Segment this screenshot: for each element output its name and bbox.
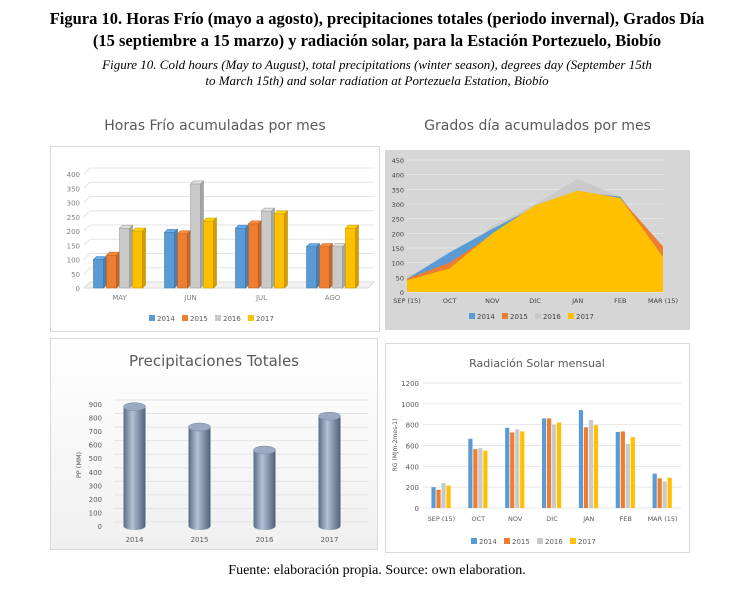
gd-x-tick-label: DIC (529, 297, 541, 305)
rad-x-tick-label: SEP (15) (427, 515, 456, 523)
pp-cylinder-top (319, 412, 341, 420)
cold-bar-side (356, 225, 359, 288)
cold-bar-front (262, 211, 272, 288)
cold-bar-AGO-2014 (307, 244, 320, 288)
cold-bar-front (275, 214, 285, 288)
rad-bar-FEB-2015 (621, 431, 625, 508)
rad-bar-DIC-2015 (547, 418, 551, 508)
cold-y-tick-label: 400 (66, 171, 80, 179)
cold-bar-front (320, 247, 330, 288)
rad-x-tick-label: NOV (507, 515, 523, 523)
cold-legend-label-2016: 2016 (223, 315, 241, 323)
pp-x-tick-label: 2015 (190, 536, 209, 544)
pp-y-tick-label: 400 (88, 468, 102, 477)
cold-legend-swatch-2017 (248, 315, 254, 321)
cold-bar-side (317, 244, 320, 288)
cold-x-tick-label: JUL (255, 294, 268, 302)
rad-bar-DIC-2017 (557, 423, 561, 508)
rad-bar-OCT-2016 (478, 448, 482, 508)
figure-subtitle-line-1: Figure 10. Cold hours (May to August), total precipitations (winter season), degrees day (September 15th (102, 57, 652, 72)
cold-bar-front (120, 228, 130, 288)
gd-y-tick-label: 300 (391, 201, 404, 209)
cold-bar-front (307, 247, 317, 288)
pp-chart-title: Precipitaciones Totales (128, 352, 300, 370)
cold-bar-front (346, 228, 356, 288)
cold-bar-side (214, 218, 217, 288)
cold-bar-front (333, 247, 343, 288)
cold-legend-label-2014: 2014 (157, 315, 175, 323)
cold-bar-side (330, 244, 333, 288)
pp-y-tick-label: 600 (88, 441, 102, 450)
gd-x-tick-label: FEB (614, 297, 627, 305)
rad-bar-DIC-2016 (552, 425, 556, 508)
gd-legend-label-2014: 2014 (477, 313, 495, 321)
rad-bar-NOV-2014 (505, 428, 509, 508)
rad-x-tick-label: FEB (619, 515, 632, 523)
pp-cylinder-2016 (254, 446, 276, 530)
gd-legend-label-2015: 2015 (510, 313, 528, 321)
rad-bar-NOV-2016 (515, 429, 519, 508)
cold-bar-front (94, 260, 104, 289)
cold-bar-AGO-2017 (346, 225, 359, 288)
cold-bar-front (107, 255, 117, 288)
cold-x-tick-label: JUN (184, 294, 197, 302)
cold-hours-chart-title: Horas Frío acumuladas por mes (104, 118, 326, 134)
cold-bar-JUN-2016 (191, 181, 204, 288)
pp-cylinder-body (189, 427, 211, 530)
rad-bar-SEP (15)-2017 (446, 486, 450, 508)
rad-legend-label-2017: 2017 (578, 538, 596, 546)
rad-bar-FEB-2017 (631, 437, 635, 508)
cold-bar-side (130, 225, 133, 288)
cold-bar-side (175, 229, 178, 288)
rad-x-tick-label: OCT (471, 515, 486, 523)
gd-legend-swatch-2014 (469, 313, 475, 319)
gd-y-tick-label: 150 (391, 245, 404, 253)
pp-cylinder-2014 (124, 403, 146, 530)
rad-bar-SEP (15)-2014 (431, 487, 435, 508)
rad-bar-SEP (15)-2015 (436, 490, 440, 508)
gd-y-tick-label: 400 (391, 171, 404, 180)
cold-bar-JUL-2015 (249, 221, 262, 288)
rad-bar-OCT-2014 (468, 439, 472, 508)
pp-x-tick-label: 2014 (125, 536, 144, 544)
cold-y-tick-label: 0 (75, 285, 80, 293)
gd-y-tick-label: 350 (391, 186, 404, 195)
cold-bar-side (272, 208, 275, 288)
degree-days-chart-title: Grados día acumulados por mes (424, 118, 651, 134)
rad-bar-DIC-2014 (542, 418, 546, 508)
cold-y-tick-label: 100 (66, 256, 80, 265)
cold-bar-JUN-2014 (165, 229, 178, 288)
rad-y-axis-label: RG (MJm-2mes-1) (392, 418, 399, 472)
cold-bar-side (201, 181, 204, 288)
rad-legend-swatch-2016 (537, 538, 543, 544)
pp-y-tick-label: 500 (88, 455, 102, 464)
pp-y-tick-label: 900 (88, 401, 102, 409)
gd-legend-swatch-2015 (502, 313, 508, 319)
cold-bar-front (133, 231, 143, 288)
cold-bar-front (236, 228, 246, 288)
pp-y-axis-label: PP (MM) (75, 451, 83, 479)
pp-x-tick-label: 2016 (255, 536, 274, 544)
cold-bar-MAY-2016 (120, 225, 133, 288)
rad-x-tick-label: DIC (546, 515, 558, 523)
cold-bar-side (188, 231, 191, 288)
rad-legend-swatch-2015 (504, 538, 510, 544)
rad-bar-NOV-2015 (510, 432, 514, 508)
rad-x-tick-label: MAR (15) (647, 515, 678, 523)
rad-bar-MAR (15)-2016 (663, 481, 667, 508)
pp-cylinder-body (124, 407, 146, 530)
cold-bar-front (191, 184, 201, 288)
cold-bar-side (343, 244, 346, 288)
cold-bar-MAY-2014 (94, 257, 107, 289)
pp-cylinder-2017 (319, 412, 341, 530)
precipitation-chart (50, 338, 378, 550)
cold-y-tick-label: 350 (66, 185, 80, 194)
cold-legend-label-2015: 2015 (190, 315, 208, 323)
degree-days-chart (385, 150, 690, 330)
pp-cylinder-top (124, 403, 146, 411)
cold-bar-front (178, 234, 188, 288)
pp-y-tick-label: 800 (88, 414, 102, 423)
cold-bar-front (204, 221, 214, 288)
rad-bar-SEP (15)-2016 (441, 483, 445, 508)
pp-y-tick-label: 300 (88, 482, 102, 491)
rad-bar-JAN-2015 (584, 427, 588, 508)
rad-bar-MAR (15)-2014 (653, 474, 657, 508)
rad-legend-label-2014: 2014 (479, 538, 497, 546)
cold-y-tick-label: 300 (66, 199, 80, 208)
gd-y-tick-label: 250 (391, 215, 404, 224)
gd-x-tick-label: MAR (15) (648, 297, 678, 305)
gd-y-tick-label: 450 (391, 157, 404, 165)
gd-y-tick-label: 200 (391, 230, 404, 239)
pp-cylinder-body (319, 416, 341, 530)
rad-bar-OCT-2017 (483, 451, 487, 508)
cold-bar-side (104, 257, 107, 289)
cold-bar-side (246, 225, 249, 288)
gd-y-tick-label: 100 (391, 259, 404, 268)
cold-bar-JUN-2017 (204, 218, 217, 288)
cold-bar-side (143, 228, 146, 288)
gd-x-tick-label: SEP (15) (393, 297, 421, 305)
rad-bar-MAR (15)-2017 (668, 478, 672, 508)
cold-hours-chart (50, 146, 380, 332)
rad-bar-JAN-2017 (594, 425, 598, 508)
cold-bar-MAY-2017 (133, 228, 146, 288)
figure-subtitle-line-2: to March 15th) and solar radiation at Portezuela Estation, Biobío (205, 73, 549, 88)
rad-bar-NOV-2017 (520, 431, 524, 508)
gd-legend-swatch-2017 (568, 313, 574, 319)
rad-y-tick-label: 1000 (401, 400, 419, 409)
gd-legend-label-2016: 2016 (543, 313, 561, 321)
pp-y-tick-label: 200 (88, 495, 102, 504)
rad-bar-OCT-2015 (473, 449, 477, 508)
cold-y-tick-label: 50 (71, 270, 80, 279)
cold-bar-side (285, 211, 288, 288)
cold-bar-JUL-2016 (262, 208, 275, 288)
rad-y-tick-label: 800 (405, 421, 419, 430)
gd-x-tick-label: OCT (442, 297, 457, 305)
cold-x-tick-label: MAY (112, 294, 127, 302)
cold-bar-side (117, 252, 120, 288)
cold-legend-swatch-2014 (149, 315, 155, 321)
rad-y-tick-label: 600 (405, 442, 419, 451)
rad-chart-title: Radiación Solar mensual (469, 357, 605, 370)
gd-y-tick-label: 50 (395, 274, 404, 283)
pp-cylinder-2015 (189, 423, 211, 530)
rad-bar-JAN-2014 (579, 410, 583, 508)
cold-bar-front (249, 224, 259, 288)
cold-bar-MAY-2015 (107, 252, 120, 288)
gd-y-tick-label: 0 (399, 289, 404, 297)
rad-y-tick-label: 200 (405, 484, 419, 493)
rad-bar-JAN-2016 (589, 420, 593, 508)
cold-legend-label-2017: 2017 (256, 315, 274, 323)
cold-y-tick-label: 200 (66, 228, 80, 236)
cold-bar-AGO-2016 (333, 244, 346, 288)
cold-bar-AGO-2015 (320, 244, 333, 288)
cold-x-tick-label: AGO (324, 294, 341, 302)
pp-y-tick-label: 700 (88, 428, 102, 437)
figure-source: Fuente: elaboración propia. Source: own elaboration. (228, 563, 526, 578)
cold-bar-side (259, 221, 262, 288)
cold-legend-swatch-2015 (182, 315, 188, 321)
rad-legend-label-2015: 2015 (512, 538, 530, 546)
pp-cylinder-top (254, 446, 276, 454)
pp-x-tick-label: 2017 (320, 536, 339, 544)
pp-cylinder-body (254, 450, 276, 530)
cold-legend-swatch-2016 (215, 315, 221, 321)
rad-bar-FEB-2014 (616, 432, 620, 508)
solar-radiation-chart (385, 343, 690, 553)
cold-bar-JUL-2017 (275, 211, 288, 288)
rad-y-tick-label: 1200 (401, 380, 419, 388)
rad-bar-MAR (15)-2015 (658, 478, 662, 508)
cold-y-tick-label: 150 (66, 242, 80, 251)
gd-legend-label-2017: 2017 (576, 313, 594, 321)
rad-legend-swatch-2014 (471, 538, 477, 544)
cold-bar-JUN-2015 (178, 231, 191, 288)
cold-bar-front (165, 232, 175, 288)
cold-y-tick-label: 250 (66, 213, 80, 222)
figure-title-line-1: Figura 10. Horas Frío (mayo a agosto), precipitaciones totales (periodo invernal), Grados Día (49, 9, 705, 28)
gd-x-tick-label: NOV (485, 297, 500, 305)
cold-bar-JUL-2014 (236, 225, 249, 288)
gd-legend-swatch-2016 (535, 313, 541, 319)
rad-legend-swatch-2017 (570, 538, 576, 544)
pp-y-tick-label: 0 (97, 523, 102, 531)
rad-y-tick-label: 0 (414, 505, 419, 513)
gd-x-tick-label: JAN (572, 297, 584, 305)
rad-bar-FEB-2016 (626, 444, 630, 508)
rad-legend-label-2016: 2016 (545, 538, 563, 546)
rad-y-tick-label: 400 (405, 463, 419, 472)
figure-title-line-2: (15 septiembre a 15 marzo) y radiación solar, para la Estación Portezuelo, Biobío (92, 31, 662, 50)
pp-y-tick-label: 100 (88, 509, 102, 518)
rad-x-tick-label: JAN (583, 515, 595, 523)
pp-cylinder-top (189, 423, 211, 431)
